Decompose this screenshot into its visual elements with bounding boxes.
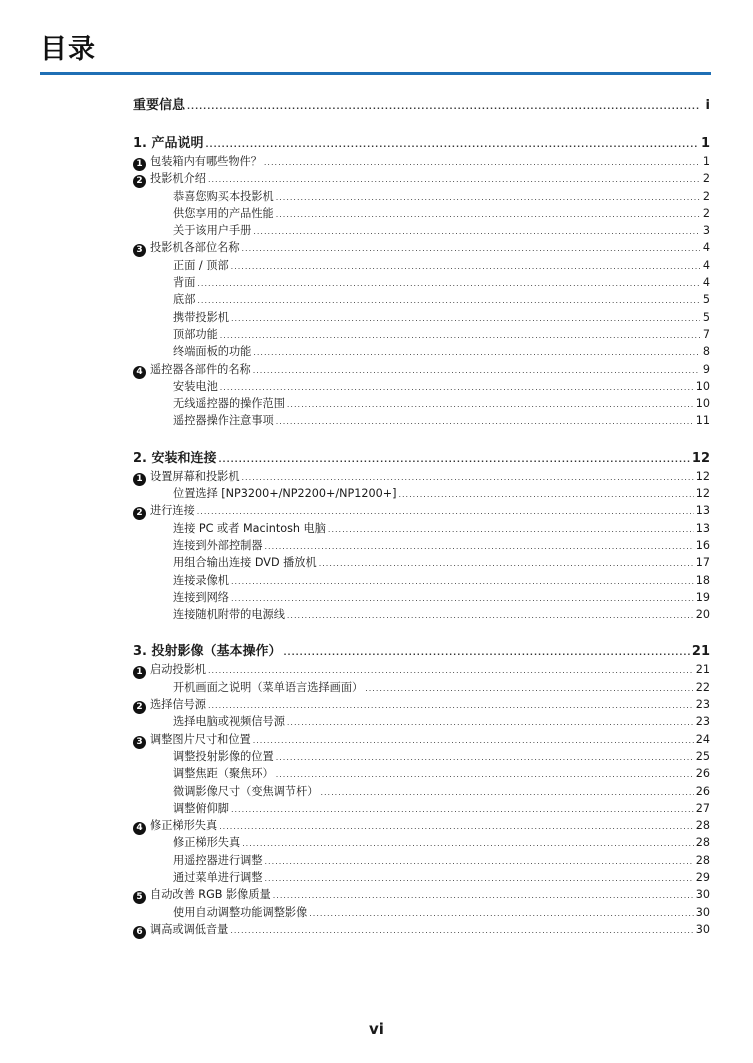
toc-entry-label (133, 554, 317, 571)
dot-leader (197, 292, 700, 309)
toc-entry-label (133, 921, 228, 939)
toc-entry-label (133, 326, 218, 343)
toc-entry-label (133, 679, 363, 696)
dot-leader (197, 275, 700, 292)
toc-page-number: 4 (702, 258, 710, 272)
toc-entry-text: 用遥控器进行调整 (173, 853, 263, 867)
dot-leader (320, 784, 693, 801)
toc-entry-label (133, 170, 206, 188)
toc-subsection[interactable] (133, 834, 710, 851)
toc-entry-label (133, 343, 251, 360)
toc-entry-label (133, 904, 307, 921)
toc-entry-label (133, 96, 185, 115)
toc-section[interactable] (133, 696, 710, 713)
toc-page-number: 8 (702, 345, 710, 359)
toc-page-number: 11 (695, 414, 710, 428)
toc-page-number: 26 (695, 784, 710, 798)
circled-number-icon: 4 (133, 822, 146, 835)
dot-leader (187, 97, 700, 116)
toc-subsection[interactable] (133, 257, 710, 274)
toc-subsection[interactable] (133, 904, 710, 921)
dot-leader (273, 887, 694, 904)
toc-entry-label (133, 642, 282, 661)
toc-entry-label (133, 485, 396, 502)
dot-leader (220, 327, 700, 344)
dot-leader (231, 801, 694, 818)
toc-entry-text: 背面 (173, 276, 196, 290)
toc-entry-label (133, 449, 217, 468)
toc-page-number: 29 (695, 870, 710, 884)
toc-entry-text: 修正梯形失真 (150, 819, 218, 833)
toc-subsection[interactable] (133, 520, 710, 537)
toc-entry-text: 底部 (173, 293, 196, 307)
toc-entry-text: 投影机介绍 (150, 172, 206, 186)
toc-subsection[interactable] (133, 783, 710, 800)
toc-entry-text: 投影机各部位名称 (150, 241, 240, 255)
toc-entry-label (133, 661, 206, 679)
toc-page-number: 10 (695, 397, 710, 411)
dot-leader (287, 607, 694, 624)
dot-leader (242, 469, 694, 486)
circled-number-icon: 1 (133, 158, 146, 171)
dot-leader (253, 362, 700, 379)
circled-number-icon: 3 (133, 244, 146, 257)
toc-entry-label (133, 606, 285, 623)
toc-entry-text: 使用自动调整功能调整影像 (173, 905, 308, 919)
dot-leader (328, 521, 694, 538)
toc-section[interactable] (133, 731, 710, 748)
toc-subsection[interactable] (133, 554, 710, 571)
toc-entry-text: 恭喜您购买本投影机 (173, 189, 274, 203)
toc-page-number: 22 (695, 680, 710, 694)
dot-leader (276, 189, 700, 206)
page-title: 目录 (40, 34, 96, 65)
toc-entry-label (133, 361, 251, 379)
toc-subsection[interactable] (133, 205, 710, 222)
dot-leader (219, 450, 690, 469)
toc-subsection[interactable] (133, 412, 710, 429)
table-of-contents (133, 96, 710, 938)
toc-page-number: 12 (691, 450, 710, 466)
toc-page-number: 28 (695, 853, 710, 867)
toc-entry-label (133, 520, 326, 537)
toc-entry-label (133, 589, 229, 606)
toc-page-number: 10 (695, 379, 710, 393)
toc-entry-text: 携带投影机 (173, 310, 229, 324)
toc-page-number: 26 (695, 767, 710, 781)
toc-entry-text: 选择信号源 (150, 698, 206, 712)
toc-entry-text: 遥控器各部件的名称 (150, 362, 251, 376)
toc-entry-label (133, 205, 274, 222)
dot-leader (398, 486, 693, 503)
toc-entry-text: 重要信息 (133, 98, 186, 113)
circled-number-icon: 1 (133, 666, 146, 679)
dot-leader (231, 590, 694, 607)
toc-entry-label (133, 800, 229, 817)
circled-number-icon: 2 (133, 701, 146, 714)
toc-page-number: 2 (702, 206, 710, 220)
dot-leader (276, 749, 694, 766)
dot-leader (284, 643, 690, 662)
toc-section[interactable] (133, 502, 710, 519)
toc-subsection[interactable] (133, 537, 710, 554)
dot-leader (309, 905, 693, 922)
toc-entry-label (133, 783, 318, 800)
toc-page-number: 12 (695, 487, 710, 501)
dot-leader (319, 555, 694, 572)
dot-leader (231, 573, 694, 590)
toc-entry-label (133, 309, 229, 326)
dot-leader (219, 818, 694, 835)
toc-entry-label (133, 748, 274, 765)
toc-entry-text: 用组合输出连接 DVD 播放机 (173, 556, 317, 570)
toc-page-number: 21 (695, 663, 710, 677)
dot-leader (276, 413, 694, 430)
dot-leader (276, 206, 700, 223)
dot-leader (231, 258, 700, 275)
page-number: vi (369, 1020, 384, 1038)
title-rule (40, 72, 711, 75)
toc-entry-label (133, 713, 285, 730)
toc-subsection[interactable] (133, 222, 710, 239)
toc-section[interactable] (133, 886, 710, 903)
toc-page-number: 25 (695, 749, 710, 763)
toc-entry-label (133, 153, 262, 171)
dot-leader (253, 223, 700, 240)
toc-subsection[interactable] (133, 485, 710, 502)
toc-page-number: 4 (702, 241, 710, 255)
toc-page-number: 20 (695, 608, 710, 622)
toc-subsection[interactable] (133, 343, 710, 360)
toc-subsection[interactable] (133, 589, 710, 606)
toc-section[interactable] (133, 153, 710, 170)
toc-subsection[interactable] (133, 309, 710, 326)
toc-entry-label (133, 886, 271, 904)
toc-subsection[interactable] (133, 274, 710, 291)
toc-subsection[interactable] (133, 395, 710, 412)
toc-page-number: 18 (695, 573, 710, 587)
dot-leader (231, 310, 700, 327)
circled-number-icon: 1 (133, 473, 146, 486)
dot-leader (276, 766, 694, 783)
toc-page-number: 30 (695, 922, 710, 936)
toc-page-number: 23 (695, 715, 710, 729)
toc-page-number: 9 (702, 362, 710, 376)
toc-entry-label (133, 468, 240, 486)
toc-entry-label (133, 188, 274, 205)
toc-entry-label (133, 412, 274, 429)
toc-entry-text: 连接随机附带的电源线 (173, 608, 285, 622)
toc-page-number: 13 (695, 504, 710, 518)
toc-entry-label (133, 572, 229, 589)
toc-chapter[interactable] (133, 134, 710, 153)
toc-spacer (133, 430, 710, 449)
toc-entry-label (133, 257, 229, 274)
toc-page-number: 17 (695, 556, 710, 570)
dot-leader (220, 379, 694, 396)
dot-leader (264, 154, 700, 171)
toc-subsection[interactable] (133, 572, 710, 589)
toc-entry-text: 连接 PC 或者 Macintosh 电脑 (173, 521, 326, 535)
toc-entry-text: 通过菜单进行调整 (173, 870, 263, 884)
toc-entry-text: 设置屏幕和投影机 (150, 469, 240, 483)
toc-section[interactable] (133, 661, 710, 678)
toc-entry-label (133, 222, 251, 239)
toc-subsection[interactable] (133, 606, 710, 623)
toc-page-number: 30 (695, 888, 710, 902)
toc-page-number: 30 (695, 905, 710, 919)
toc-page-number: 24 (695, 732, 710, 746)
toc-section[interactable] (133, 468, 710, 485)
dot-leader (208, 662, 694, 679)
dot-leader (265, 853, 694, 870)
toc-entry-text: 进行连接 (150, 504, 195, 518)
dot-leader (208, 171, 700, 188)
toc-entry-text: 开机画面之说明（菜单语言选择画面） (173, 680, 364, 694)
toc-entry-label (133, 852, 263, 869)
toc-entry-text: 自动改善 RGB 影像质量 (150, 888, 271, 902)
toc-chapter[interactable] (133, 96, 710, 115)
toc-entry-text: 终端面板的功能 (173, 345, 252, 359)
toc-entry-text: 遥控器操作注意事项 (173, 414, 274, 428)
toc-entry-text: 调整投射影像的位置 (173, 749, 274, 763)
toc-entry-text: 调整图片尺寸和位置 (150, 732, 251, 746)
toc-entry-label (133, 274, 195, 291)
toc-entry-label (133, 765, 274, 782)
toc-page-number: i (705, 98, 710, 113)
toc-subsection[interactable] (133, 188, 710, 205)
toc-subsection[interactable] (133, 326, 710, 343)
toc-entry-label (133, 869, 263, 886)
toc-entry-text: 选择电脑或视频信号源 (173, 715, 285, 729)
toc-page-number: 5 (702, 310, 710, 324)
toc-page-number: 4 (702, 276, 710, 290)
toc-section[interactable] (133, 170, 710, 187)
toc-entry-text: 微调影像尺寸（变焦调节杆） (173, 784, 319, 798)
toc-section[interactable] (133, 361, 710, 378)
dot-leader (265, 870, 694, 887)
dot-leader (287, 714, 694, 731)
dot-leader (253, 732, 694, 749)
circled-number-icon: 2 (133, 507, 146, 520)
toc-page-number: 21 (691, 644, 710, 660)
toc-entry-text: 1. 产品说明 (133, 136, 204, 151)
toc-spacer (133, 623, 710, 642)
toc-entry-text: 修正梯形失真 (173, 836, 241, 850)
toc-subsection[interactable] (133, 713, 710, 730)
circled-number-icon: 6 (133, 926, 146, 939)
toc-page-number: 5 (702, 293, 710, 307)
toc-entry-label (133, 134, 204, 153)
toc-entry-text: 顶部功能 (173, 327, 218, 341)
toc-entry-text: 位置选择 [NP3200+/NP2200+/NP1200+] (173, 487, 397, 501)
toc-entry-text: 连接到外部控制器 (173, 538, 263, 552)
dot-leader (242, 835, 694, 852)
toc-subsection[interactable] (133, 679, 710, 696)
toc-subsection[interactable] (133, 765, 710, 782)
circled-number-icon: 2 (133, 175, 146, 188)
toc-entry-text: 安装电池 (173, 379, 218, 393)
circled-number-icon: 3 (133, 736, 146, 749)
toc-entry-label (133, 696, 206, 714)
toc-page-number: 2 (702, 189, 710, 203)
toc-section[interactable] (133, 239, 710, 256)
toc-entry-text: 调高或调低音量 (150, 922, 229, 936)
toc-page-number: 19 (695, 590, 710, 604)
circled-number-icon: 4 (133, 366, 146, 379)
toc-entry-text: 关于该用户手册 (173, 224, 252, 238)
toc-page-number: 1 (702, 155, 710, 168)
dot-leader (197, 503, 694, 520)
toc-entry-text: 调整焦距（聚焦环） (173, 767, 274, 781)
toc-entry-text: 启动投影机 (150, 663, 206, 677)
dot-leader (365, 680, 694, 697)
toc-page-number: 16 (695, 538, 710, 552)
circled-number-icon: 5 (133, 891, 146, 904)
dot-leader (230, 922, 693, 939)
toc-entry-text: 2. 安装和连接 (133, 450, 217, 466)
toc-section[interactable] (133, 817, 710, 834)
toc-page-number: 23 (695, 698, 710, 712)
toc-page-number: 2 (702, 172, 710, 186)
toc-page-number: 28 (695, 836, 710, 850)
toc-entry-label (133, 834, 240, 851)
toc-entry-label (133, 537, 263, 554)
toc-entry-label (133, 817, 217, 835)
toc-entry-label (133, 291, 195, 308)
toc-entry-text: 包装箱内有哪些物件？ (150, 155, 262, 168)
toc-entry-text: 连接录像机 (173, 573, 229, 587)
dot-leader (208, 697, 694, 714)
toc-spacer (133, 115, 710, 134)
dot-leader (206, 135, 699, 154)
toc-page-number: 12 (695, 469, 710, 483)
toc-chapter[interactable] (133, 642, 710, 661)
dot-leader (253, 344, 700, 361)
toc-entry-label (133, 239, 240, 257)
toc-entry-text: 供您享用的产品性能 (173, 206, 274, 220)
toc-subsection[interactable] (133, 378, 710, 395)
toc-entry-text: 正面 / 顶部 (173, 258, 229, 272)
toc-entry-label (133, 378, 218, 395)
toc-subsection[interactable] (133, 852, 710, 869)
toc-chapter[interactable] (133, 449, 710, 468)
toc-subsection[interactable] (133, 869, 710, 886)
toc-entry-text: 连接到网络 (173, 590, 229, 604)
toc-subsection[interactable] (133, 748, 710, 765)
toc-entry-text: 调整俯仰脚 (173, 801, 229, 815)
dot-leader (265, 538, 694, 555)
toc-page-number: 7 (702, 327, 710, 341)
toc-page-number: 1 (700, 136, 710, 151)
toc-page-number: 13 (695, 521, 710, 535)
toc-subsection[interactable] (133, 800, 710, 817)
toc-entry-label (133, 395, 285, 412)
toc-entry-text: 无线遥控器的操作范围 (173, 397, 285, 411)
dot-leader (287, 396, 694, 413)
dot-leader (242, 240, 700, 257)
toc-section[interactable] (133, 921, 710, 938)
toc-entry-text: 3. 投射影像（基本操作） (133, 644, 282, 660)
toc-page-number: 3 (702, 224, 710, 238)
toc-page-number: 27 (695, 801, 710, 815)
toc-entry-label (133, 502, 195, 520)
toc-page-number: 28 (695, 819, 710, 833)
toc-entry-label (133, 731, 251, 749)
toc-subsection[interactable] (133, 291, 710, 308)
